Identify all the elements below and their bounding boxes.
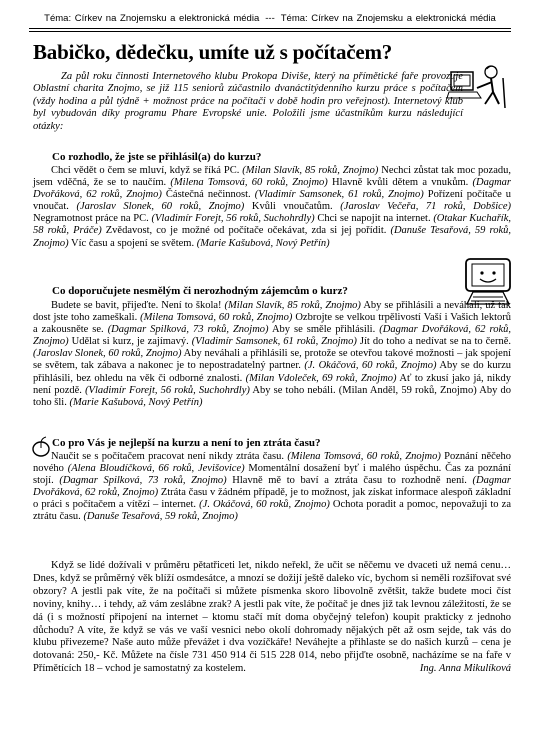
respondent-attribution: (Vladimír Forejt, 56 roků, Suchohrdly) <box>151 213 315 225</box>
header-rule-top <box>29 28 511 29</box>
respondent-attribution: (Milena Tomsová, 60 roků, Znojmo) <box>170 177 328 189</box>
respondent-attribution: (Dagmar Spilková, 73 roků, Znojmo) <box>59 475 227 487</box>
respondent-quote: Udělat si kurz, je zajímavý. <box>68 336 192 348</box>
respondent-attribution: (Milena Tomsová, 60 roků, Znojmo) <box>287 451 441 462</box>
respondent-attribution: (Jaroslav Slonek, 60 roků, Znojmo) <box>76 201 245 213</box>
respondent-quote: Aby se směle přihlásili. <box>268 324 380 336</box>
respondent-quote: Pořízení počítače u vnoučat. <box>33 189 512 213</box>
respondent-quote: Aby neváhali a přihlásili se, protože se otevřou takové možnosti – jak spojení se světem, tak zábava a nakonec je to nepostradatelný partner. <box>33 348 512 372</box>
respondent-quote: Ztráta času v žádném případě, je to možnost, jak získat informace alespoň základní o práci s počítačem a vítězí – internet. <box>33 487 512 511</box>
respondent-attribution: (Vladimír Samsonek, 61 roků, Znojmo) <box>191 336 357 348</box>
respondent-quote: Chci se napojit na internet. <box>314 213 434 225</box>
answers-2 <box>33 300 511 409</box>
respondent-attribution: (J. Okáčová, 60 roků, Znojmo) <box>304 360 437 372</box>
respondent-attribution: (Alena Bloudíčková, 66 roků, Jevišovice) <box>67 463 245 475</box>
respondent-attribution: (Jaroslav Slonek, 60 roků, Znojmo) <box>33 348 182 360</box>
question-1: Co rozhodlo, že jste se přihlásil(a) do kurzu? <box>52 151 262 163</box>
respondent-quote: Částečná nečinnost. <box>161 189 255 201</box>
respondent-quote: Aby se přihlásili a neváhali, už tak dost jste toho zameškali. <box>33 300 512 324</box>
respondent-quote: Budete se bavit, přijeďte. Není to škola! <box>51 300 225 311</box>
respondent-attribution: (Danuše Tesařová, 59 roků, Znojmo) <box>33 225 511 249</box>
respondent-quote: Hlavně mě to baví a ztráta času to rozhodně není. <box>226 475 473 487</box>
respondent-quote: Nechci zůstat tak moc pozadu, jsem vděčná, že se to naučím. <box>33 165 511 189</box>
author-signature: Ing. Anna Mikulíková <box>419 663 511 675</box>
respondent-quote: Poznání něčeho nového <box>33 451 511 475</box>
respondent-attribution: (Otakar Kuchařík, 58 roků, Práče) <box>33 213 511 237</box>
respondent-quote: Negramotnost práce na PC. <box>33 213 152 225</box>
respondent-attribution: (Milan Vdoleček, 69 roků, Znojmo) <box>245 372 397 384</box>
answers-1 <box>33 165 511 250</box>
respondent-attribution: (Dagmar Dvořáková, 62 roků, Znojmo) <box>33 475 511 499</box>
header-left: Téma: Církev na Znojemsku a elektronická média <box>44 13 260 24</box>
respondent-quote: Ať to zkusí jako já, nikdy není pozdě. <box>33 372 511 396</box>
respondent-quote: Aby se do kurzu přihlásili, bez ohledu na věk či odborné znalosti. <box>33 360 511 384</box>
respondent-attribution: (Milena Tomsová, 60 roků, Znojmo) <box>140 312 293 324</box>
answer-text <box>33 451 511 524</box>
closing-paragraph <box>33 560 511 676</box>
intro-paragraph <box>33 71 463 133</box>
respondent-quote: Ochota poradit a pomoc, nepovažuji to za ztrátu času. <box>33 499 511 523</box>
respondent-quote: Momentální dosažení byť i malého úspěchu. Čas za poznání stojí. <box>33 463 511 487</box>
respondent-attribution: (J. Okáčová, 60 roků, Znojmo) <box>199 499 330 511</box>
header-separator: --- <box>265 13 275 24</box>
respondent-attribution: (Danuše Tesařová, 59 roků, Znojmo) <box>83 511 238 523</box>
answer-text <box>33 165 511 250</box>
respondent-quote: Kvůli vnoučatům. <box>244 201 341 213</box>
question-2: Co doporučujete nesmělým či nerozhodným zájemcům o kurz? <box>52 285 348 297</box>
respondent-attribution: (Dagmar Dvořáková, 62 roků, Znojmo) <box>33 324 511 348</box>
answers-3 <box>33 451 511 524</box>
respondent-quote: Jít do toho a nedívat se na to černě. <box>356 336 511 348</box>
respondent-quote: Víc času a spojení se světem. <box>68 237 197 249</box>
header-right: Téma: Církev na Znojemsku a elektronická média <box>280 13 496 24</box>
respondent-attribution: (Marie Kašubová, Nový Petřín) <box>196 237 330 249</box>
respondent-attribution: (Vladimír Samsonek, 61 roků, Znojmo) <box>254 189 424 201</box>
respondent-attribution: (Marie Kašubová, Nový Petřín) <box>69 396 203 408</box>
question-3: Co pro Vás je nejlepší na kurzu a není to jen ztráta času? <box>52 437 321 449</box>
intro-text: Za půl roku činnosti Internetového klubu Prokopa Diviše, který na přímětické faře provozuje Oblastní charita Znojmo, se již 115 seniorů zúčastnilo dvanáctitýdenního kurzu práce s počítačem (vždy hodina a půl týdně + možnost práce na počítači v době hodin pro veřejnost). Internetový klub byl vybudován díky programu Phare Evropské unie. Položili jsme účastníkům kurzu následující otázky: <box>33 71 463 132</box>
answer-text <box>33 300 511 409</box>
closing-text: Když se lidé dožívali v průměru pětatřiceti let, nikdo neřekl, že učit se něčemu ve dvaceti už nemá cenu… Dnes, když se průměrný věk blíží osmdesátce, a mnozí se dožijí ještě daleko víc, bychom si neměli rozšiřovat své obzory? A jestli pak víte, že na počítači si můžete písmenka skoro libovolně zvětšit, takže budete moci číst noviny, knihy… i tehdy, až vám zeslábne zrak? A jestli pak víte, že počítač je dnes již tak levnou záležitostí, že se dá (i s možností připojení na internet – ktomu stačí mít doma obyčejný telefon) koupit prakticky z jednoho důchodu? A víte, že když se vás ve vaší vesnici nebo okolí dohromady nějakých pět až osm sejde, tak vás do klubu přivezeme? Naše auto může převážet i dva vozíčkáře! Neváhejte a přihlaste se do našich kurzů – cena je dotovaná: 250,- Kč. Můžete na čísle 731 450 914 či 515 228 014, nebo přijďte osobně, nacházíme se na faře v Přímětících 18 – vchod je samostatný za kostelem. Ing. Anna Mikulíková <box>33 560 511 675</box>
running-header <box>0 13 540 24</box>
respondent-attribution: (Dagmar Dvořáková, 62 roků, Znojmo) <box>33 177 512 201</box>
respondent-quote: Hlavně kvůli dětem a vnukům. <box>327 177 473 189</box>
respondent-quote: Zvědavost, co je možné od počítače očekávat, zda si jej pořídit. <box>101 225 391 237</box>
respondent-attribution: (Milan Slavík, 85 roků, Znojmo) <box>224 300 361 311</box>
respondent-attribution: (Vladimír Forejt, 56 roků, Suchohrdly) <box>85 384 250 396</box>
respondent-attribution: (Milan Slavík, 85 roků, Znojmo) <box>242 165 379 176</box>
respondent-quote: Chci vědět o čem se mluví, když se říká PC. <box>51 165 243 176</box>
respondent-quote: Ozbrojte se velkou trpělivostí Vaší i Vašich lektorů a zakousněte se. <box>33 312 511 336</box>
article-title: Babičko, dědečku, umíte už s počítačem? <box>33 40 393 64</box>
respondent-quote: Aby se toho nebáli. (Milan Anděl, 59 roků, Znojmo) Aby do toho šli. <box>33 384 511 408</box>
respondent-quote: Naučit se s počítačem pracovat není nikdy ztráta času. <box>51 451 288 462</box>
header-rule-bottom <box>29 31 511 32</box>
respondent-attribution: (Jaroslav Večeřa, 71 roků, Dobšice) <box>340 201 511 213</box>
respondent-attribution: (Dagmar Spilková, 73 roků, Znojmo) <box>107 324 269 336</box>
